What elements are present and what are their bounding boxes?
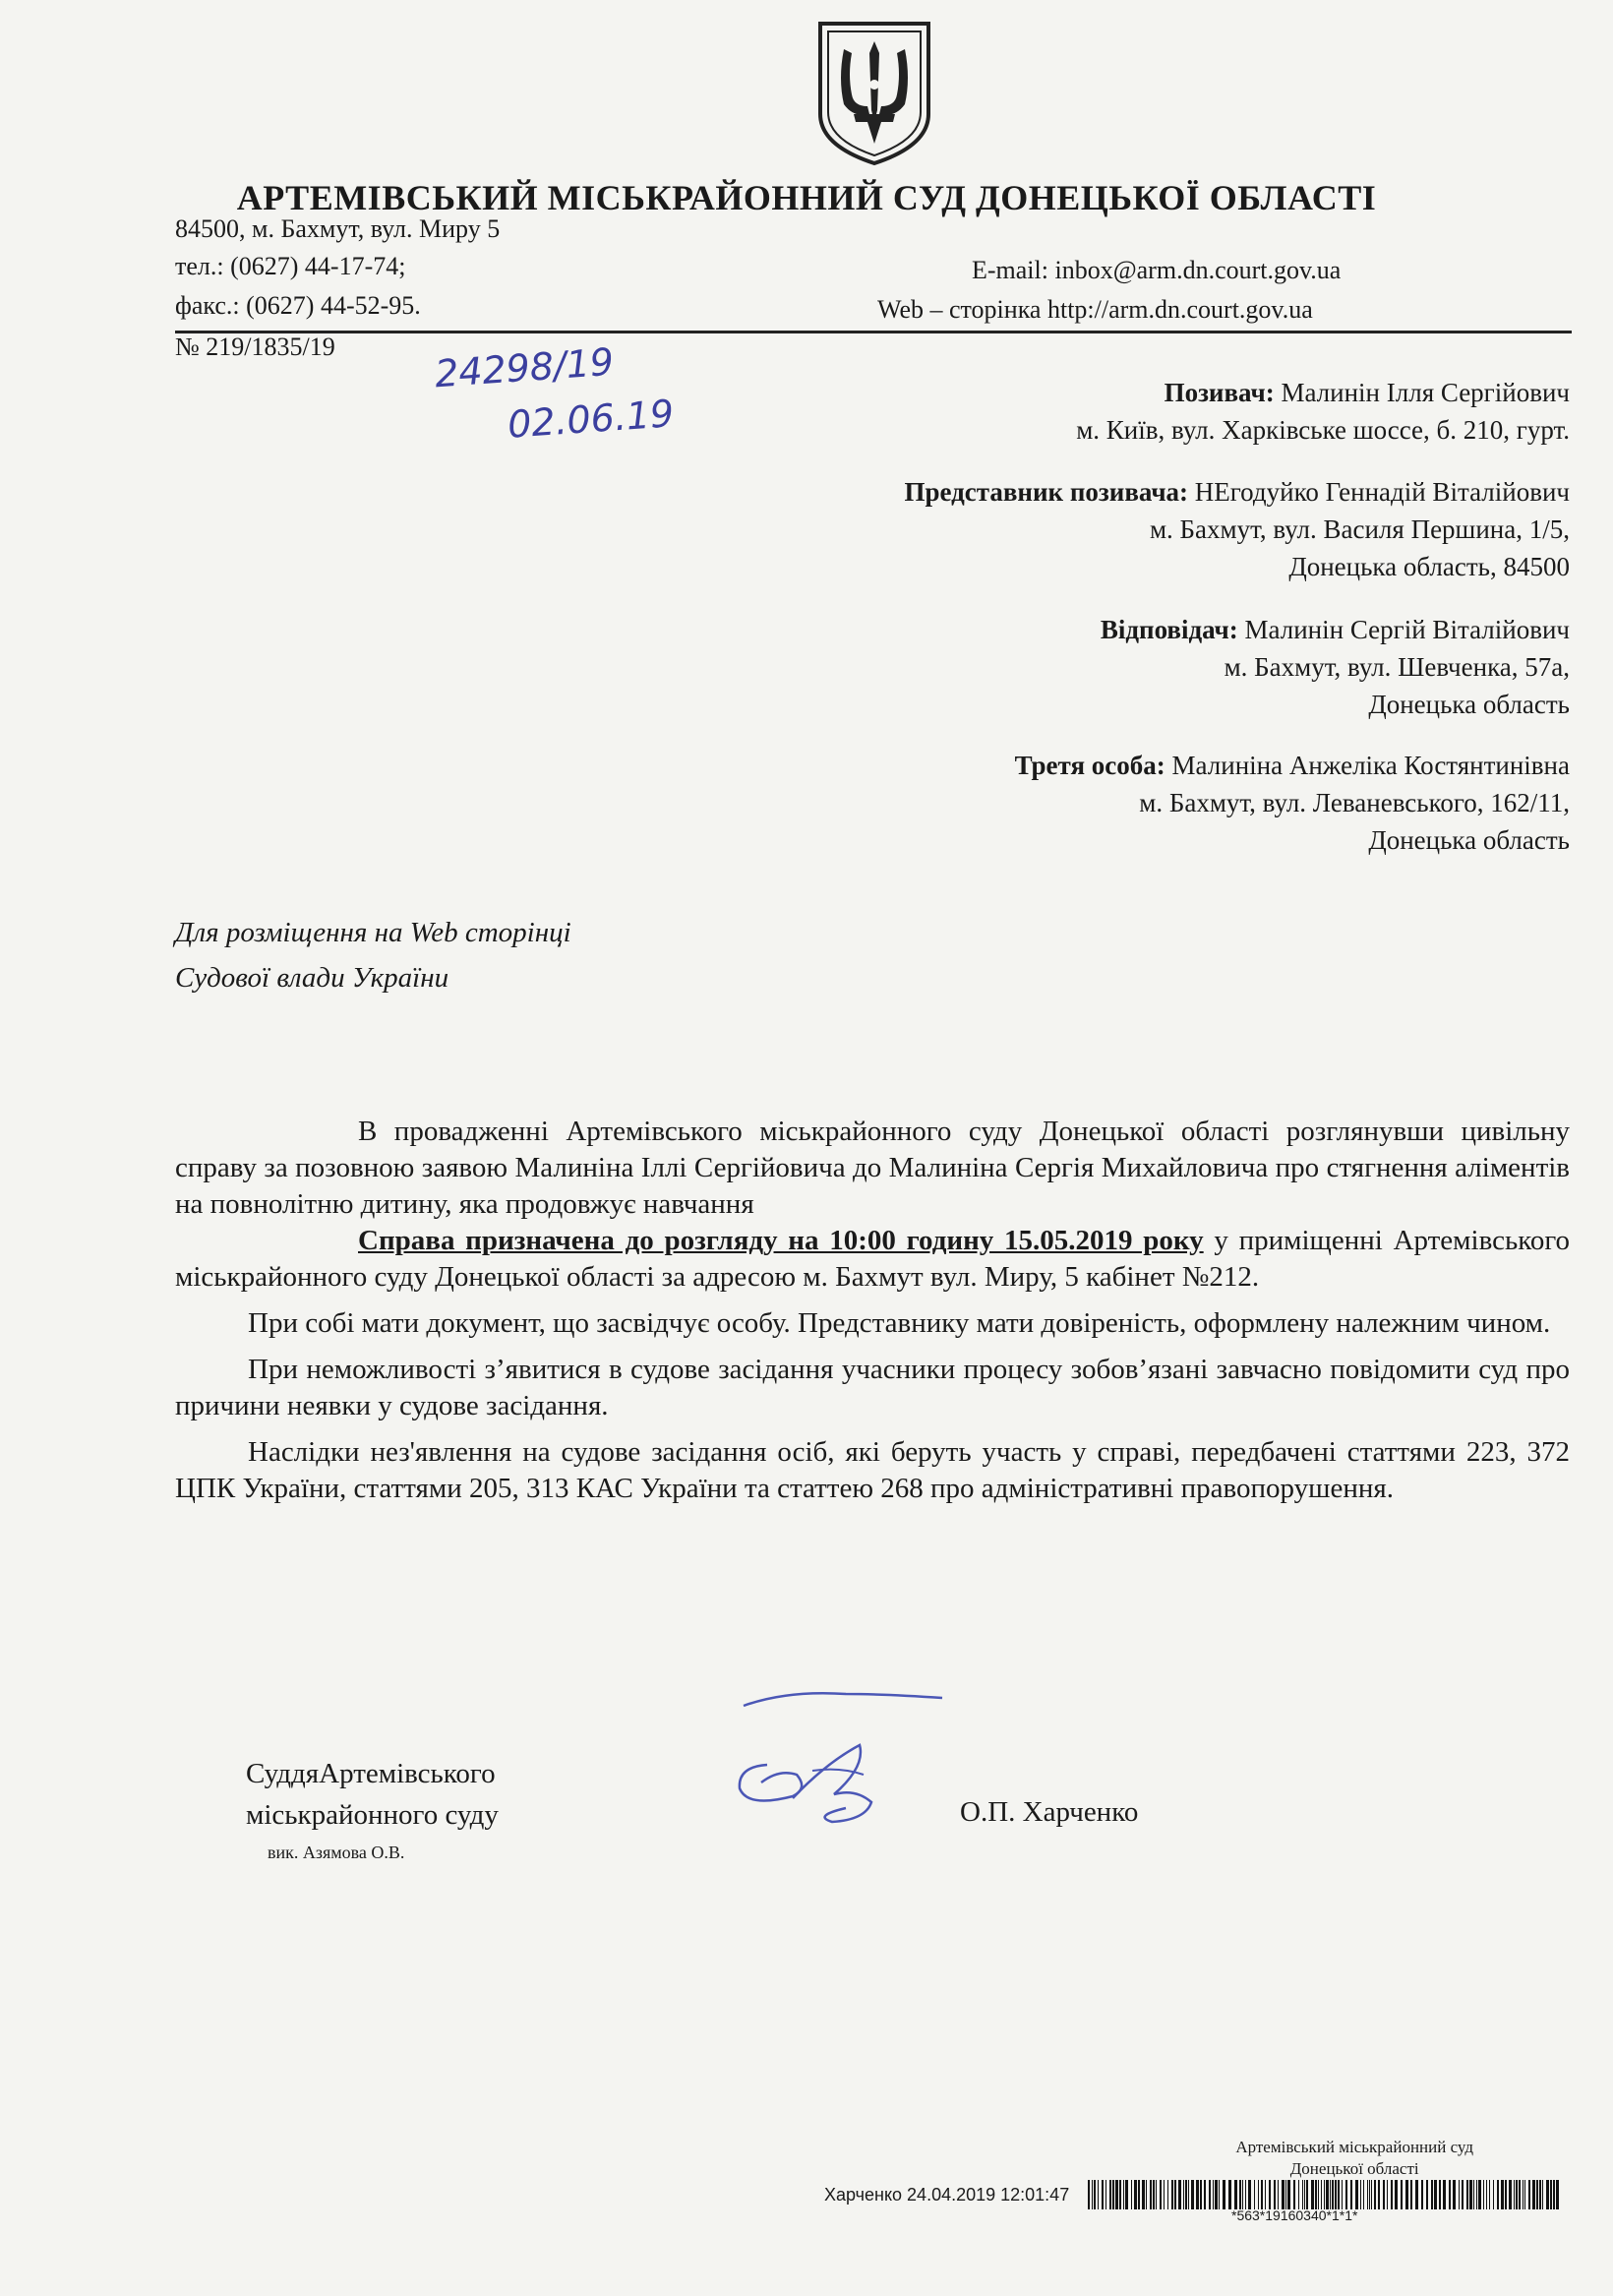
party-address-line: м. Бахмут, вул. Шевченка, 57а, bbox=[1224, 652, 1570, 682]
judge-title bbox=[246, 1753, 499, 1836]
party-address-line: м. Бахмут, вул. Леваневського, 162/11, bbox=[1139, 788, 1570, 817]
footer-court-name bbox=[1235, 2137, 1473, 2180]
court-email: E-mail: inbox@arm.dn.court.gov.ua bbox=[972, 256, 1342, 284]
party-name: Малинін Сергій Віталійович bbox=[1244, 615, 1570, 644]
handwritten-incoming-date: 02.06.19 bbox=[506, 392, 676, 447]
party-address-line: м. Київ, вул. Харківське шоссе, б. 210, гурт. bbox=[1076, 415, 1570, 445]
hearing-date-text: Справа призначена до розгляду на 10:00 годину 15.05.2019 року bbox=[358, 1225, 1204, 1256]
party-address-line: м. Бахмут, вул. Василя Першина, 1/5, bbox=[1149, 514, 1570, 544]
reference-number: № 219/1835/19 bbox=[175, 332, 335, 361]
coat-of-arms-icon bbox=[814, 20, 934, 167]
publication-note bbox=[175, 910, 571, 1000]
party-name: Малинін Ілля Сергійович bbox=[1281, 378, 1570, 407]
footer-court-line: Донецької області bbox=[1289, 2159, 1419, 2178]
party-address-line: Донецька область bbox=[1368, 690, 1570, 719]
handwritten-signature bbox=[718, 1672, 954, 1840]
body-paragraph: При неможливості з’явитися в судове засідання учасники процесу зобов’язані завчасно повідомити суд про причини неявки у судове засідання. bbox=[175, 1354, 1570, 1421]
body-paragraph: При собі мати документ, що засвідчує особу. Представнику мати довіреність, оформлену належним чином. bbox=[248, 1307, 1551, 1339]
party-address-line: Донецька область, 84500 bbox=[1288, 552, 1570, 581]
party-role: Відповідач: bbox=[1100, 615, 1238, 644]
notice-body bbox=[175, 1114, 1570, 1507]
party-role: Третя особа: bbox=[1014, 751, 1165, 780]
executor-note: вик. Азямова О.В. bbox=[268, 1843, 405, 1862]
party-role: Позивач: bbox=[1164, 378, 1275, 407]
publication-note-line: Для розміщення на Web сторінці bbox=[175, 917, 571, 948]
barcode bbox=[1088, 2180, 1564, 2209]
court-website: Web – сторінка http://arm.dn.court.gov.ua bbox=[877, 295, 1313, 324]
party-address-line: Донецька область bbox=[1368, 825, 1570, 855]
court-phone: тел.: (0627) 44-17-74; bbox=[175, 252, 406, 280]
party-plaintiff-representative bbox=[904, 473, 1570, 585]
hearing-location-text: у приміщенні Артемівського міськрайонного суду Донецької області за адресою м. Бахмут вул. Миру, 5 кабінет №212. bbox=[175, 1225, 1571, 1293]
court-title: АРТЕМІВСЬКИЙ МІСЬКРАЙОННИЙ СУД ДОНЕЦЬКОЇ ОБЛАСТІ bbox=[236, 178, 1377, 217]
party-name: Малиніна Анжеліка Костянтинівна bbox=[1171, 751, 1570, 780]
barcode-number: *563*19160340*1*1* bbox=[1231, 2207, 1358, 2223]
body-paragraph: В провадженні Артемівського міськрайонного суду Донецької області розглянувши цивільну справу за позовною заявою Малиніна Іллі Сергійовича до Малиніна Сергія Михайловича про стягнення аліментів на повнолітню дитину, яка продовжує навчання bbox=[175, 1116, 1570, 1220]
court-address: 84500, м. Бахмут, вул. Миру 5 bbox=[175, 214, 501, 243]
body-paragraph: Наслідки нез'явлення на судове засідання осіб, які беруть участь у справі, передбачені статтями 223, 372 ЦПК України, статтями 205, 313 КАС України та статтею 268 про адміністративні правопорушення. bbox=[175, 1436, 1570, 1504]
judge-title-line: СуддяАртемівського bbox=[246, 1758, 496, 1789]
judge-title-line: міськрайонного суду bbox=[246, 1799, 499, 1831]
handwritten-incoming-number: 24298/19 bbox=[433, 339, 616, 396]
judge-name: О.П. Харченко bbox=[960, 1796, 1139, 1828]
publication-note-line: Судової влади України bbox=[175, 962, 449, 994]
party-role: Представник позивача: bbox=[904, 477, 1189, 507]
body-paragraph-hearing bbox=[175, 1223, 1570, 1296]
party-defendant bbox=[1101, 611, 1570, 723]
party-third-person bbox=[1015, 747, 1570, 859]
court-fax: факс.: (0627) 44-52-95. bbox=[175, 291, 421, 320]
party-plaintiff bbox=[1076, 374, 1570, 449]
header-divider bbox=[175, 331, 1572, 333]
footer-court-line: Артемівський міськрайонний суд bbox=[1235, 2138, 1473, 2156]
party-name: НЕгодуйко Геннадій Віталійович bbox=[1194, 477, 1570, 507]
registration-stamp: Харченко 24.04.2019 12:01:47 bbox=[824, 2185, 1070, 2205]
